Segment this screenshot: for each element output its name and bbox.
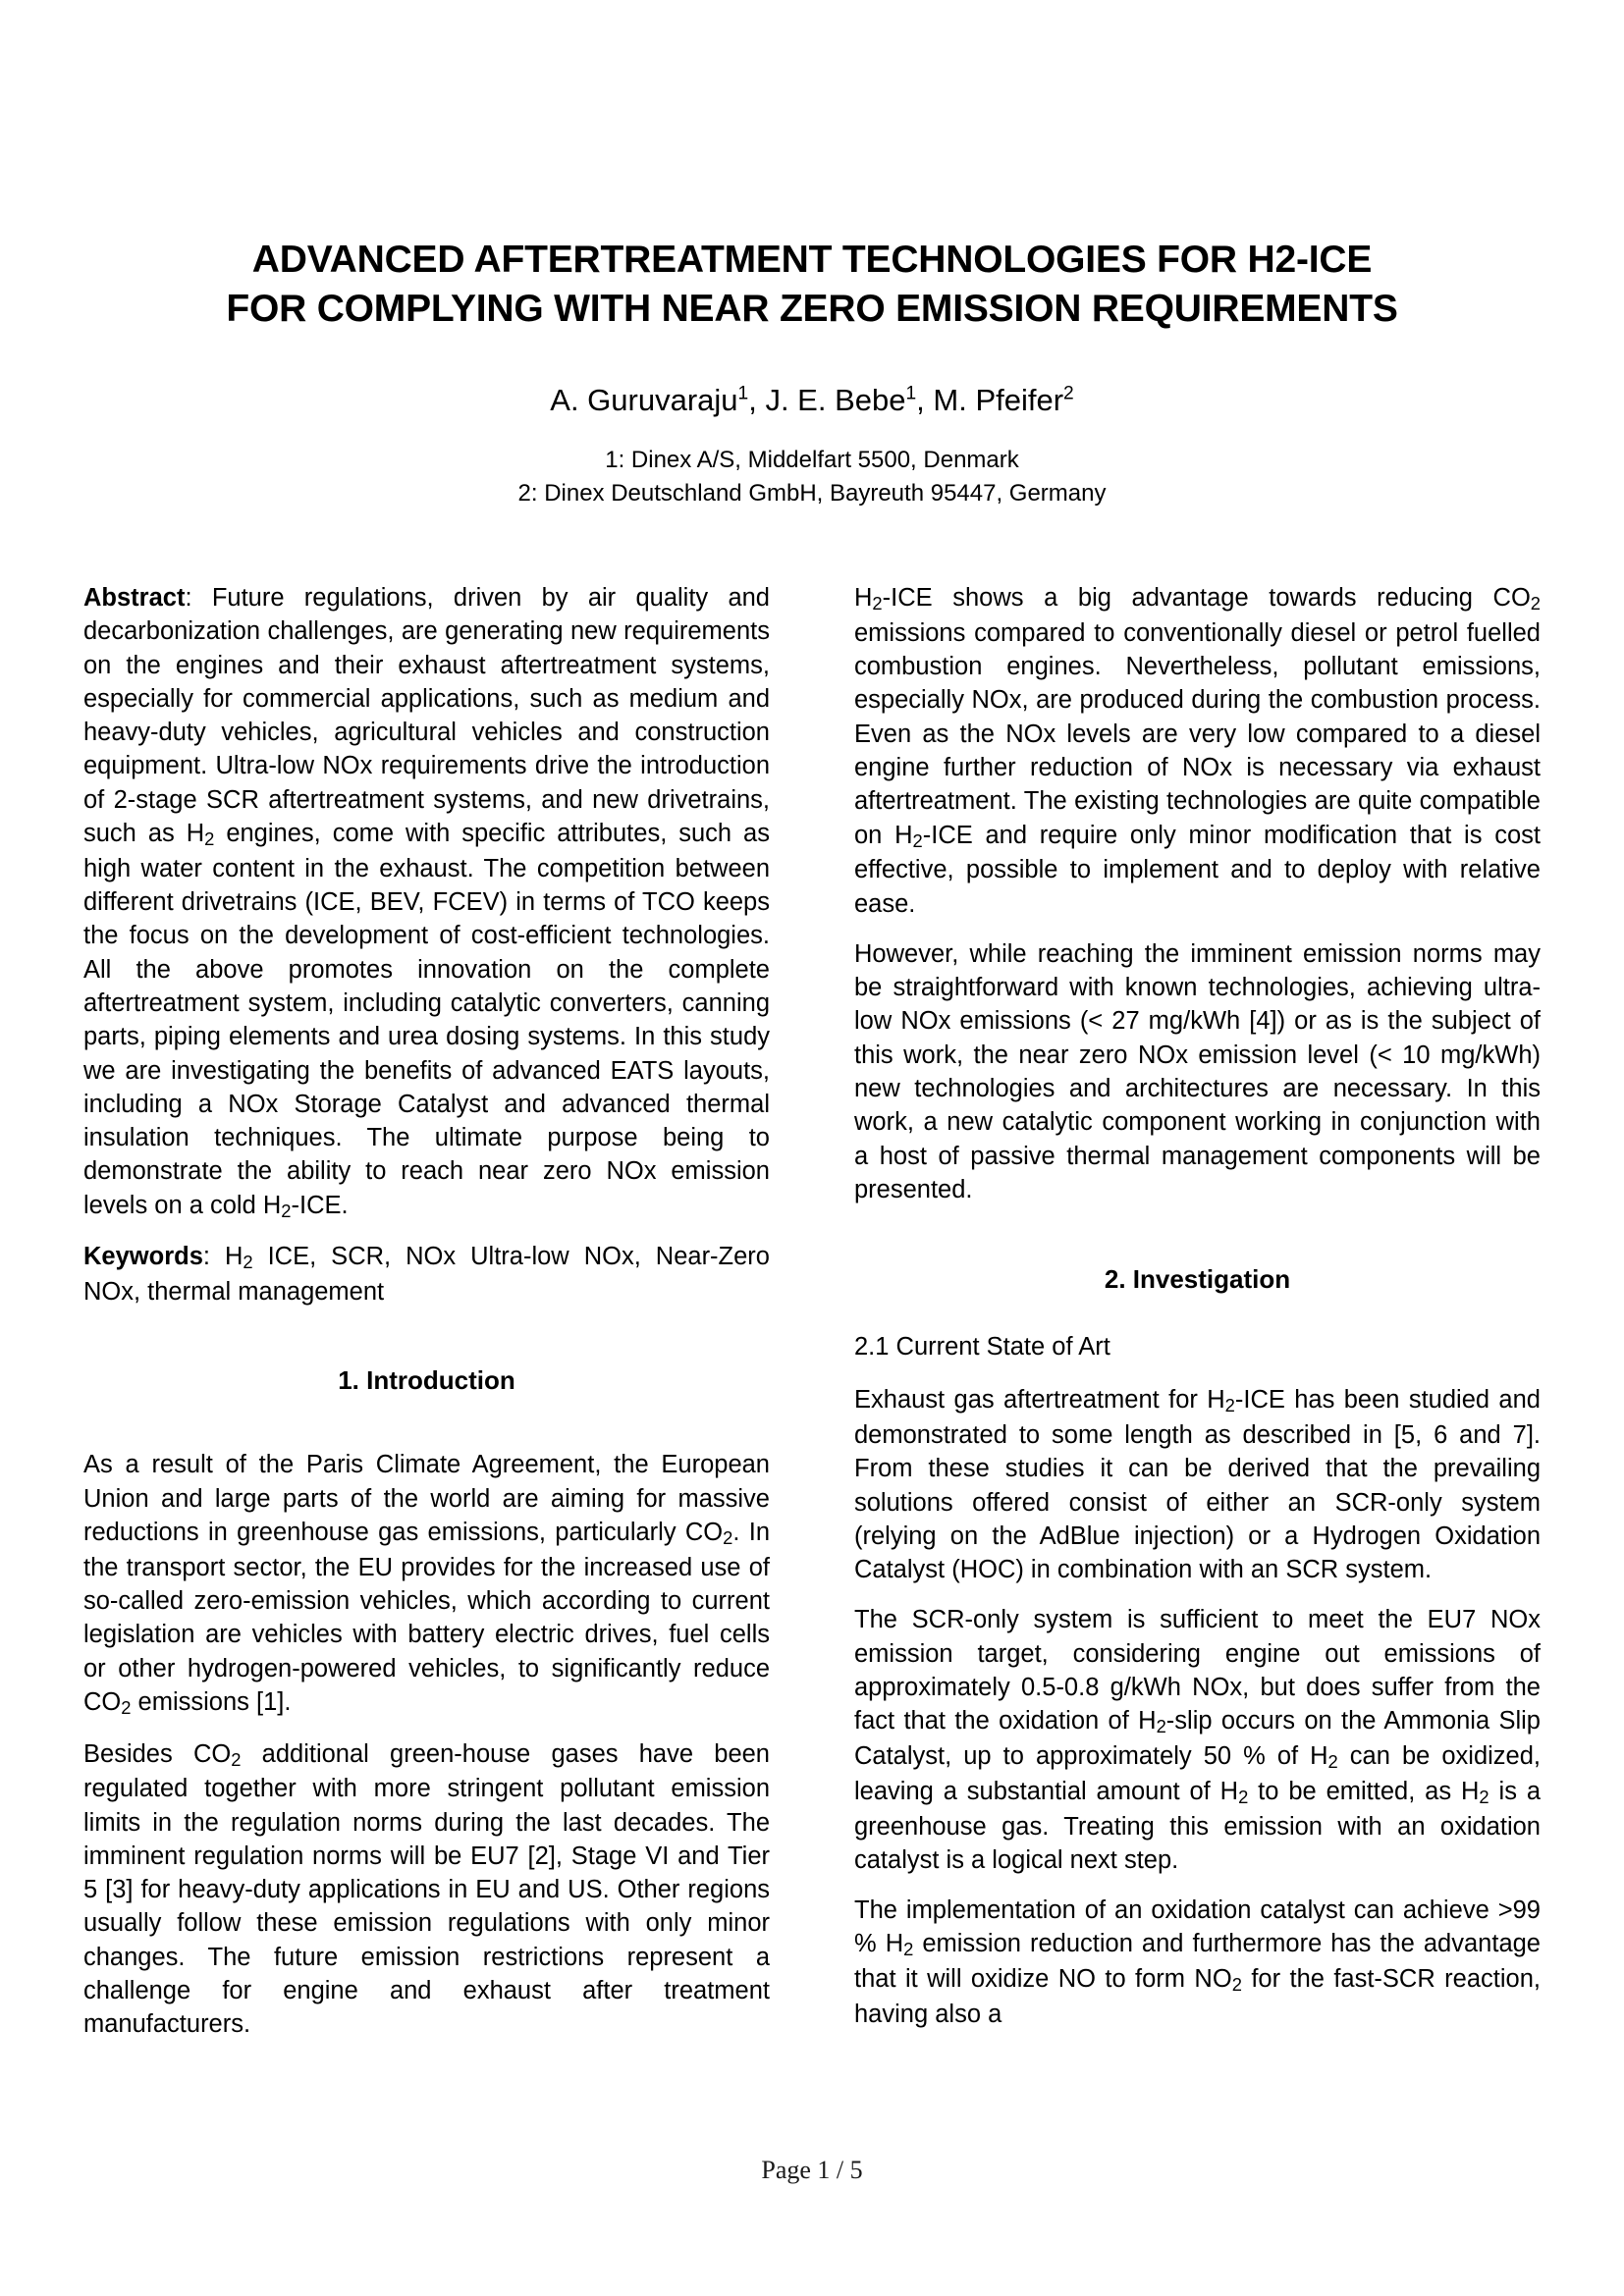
author-list: A. Guruvaraju$^1$, J. E. Bebe$^1$, M. Pfeifer$^2$ [550, 382, 1074, 417]
section-1-heading-wrap [83, 1364, 770, 1398]
right-paragraph-3: Exhaust gas aftertreatment for $H_2$-ICE has been studied and demonstrated to some length as described in [5, 6 and 7]. From these studies it can be derived that the prevailing solutions offered consist of either an SCR-only system (relying on the AdBlue injection) or a Hydrogen Oxidation Catalyst (HOC) in combination with an SCR system. [854, 1386, 1541, 1584]
right-paragraph-2: However, while reaching the imminent emission norms may be straightforward with known technologies, achieving ultra-low NOx emissions (< 27 mg/kWh [4]) or as is the subject of this work, the near zero NOx emission level (< 10 mg/kWh) new technologies and architectures are necessary. In this work, a new catalytic component working in conjunction with a host of passive thermal management components will be presented. [854, 939, 1541, 1203]
affiliation-block [83, 444, 1541, 510]
abstract-label: Abstract [83, 584, 186, 612]
section-2-heading-wrap [854, 1263, 1541, 1297]
abstract-paragraph [83, 581, 770, 1223]
keywords-paragraph [83, 1240, 770, 1308]
section-heading-investigation: 2. Investigation [1104, 1264, 1291, 1295]
left-column [83, 581, 770, 2042]
keywords-body: : $H_2$ ICE, SCR, NOx Ultra-low NOx, Near-Zero NOx, thermal management [83, 1243, 770, 1307]
paper-title-line-2: FOR COMPLYING WITH NEAR ZERO EMISSION REQUIREMENTS [226, 287, 1398, 330]
keywords-label: Keywords [83, 1243, 203, 1271]
right-column [854, 581, 1541, 2042]
introduction-paragraph-2: Besides $CO_2$ additional green-house gases have been regulated together with more stringent pollutant emission limits in the regulation norms during the last decades. The imminent regulation norms will be EU7 [2], Stage VI and Tier 5 [3] for heavy-duty applications in EU and US. Other regions usually follow these emission regulations with only minor changes. The future emission restrictions represent a challenge for engine and exhaust after treatment manufacturers. [83, 1739, 770, 2039]
introduction-paragraph-1: As a result of the Paris Climate Agreement, the European Union and large parts of the world are aiming for massive reductions in greenhouse gas emissions, particularly $CO_2$. In the transport sector, the EU provides for the increased use of so-called zero-emission vehicles, which according to current legislation are vehicles with battery electric drives, fuel cells or other hydrogen-powered vehicles, to significantly reduce $CO_2$ emissions [1]. [83, 1451, 770, 1718]
affiliation-1: 1: Dinex A/S, Middelfart 5500, Denmark [605, 447, 1019, 474]
section-heading-introduction: 1. Introduction [338, 1364, 515, 1395]
abstract-body: : Future regulations, driven by air quality and decarbonization challenges, are generating new requirements on the engines and their exhaust aftertreatment systems, especially for commercial applications, such as medium and heavy-duty vehicles, agricultural vehicles and construction equipment. Ultra-low NOx requirements drive the introduction of 2-stage SCR aftertreatment systems, and new drivetrains, such as $H_2$ engines, come with specific attributes, such as high water content in the exhaust. The competition between different drivetrains (ICE, BEV, FCEV) in terms of TCO keeps the focus on the development of cost-efficient technologies. All the above promotes innovation on the complete aftertreatment system, including catalytic converters, canning parts, piping elements and urea dosing systems. In this study we are investigating the benefits of advanced EATS layouts, including a NOx Storage Catalyst and advanced thermal insulation techniques. The ultimate purpose being to demonstrate the ability to reach near zero NOx emission levels on a cold $H_2$-ICE. [83, 584, 770, 1221]
paper-title-line-1: ADVANCED AFTERTREATMENT TECHNOLOGIES FOR H2-ICE [251, 239, 1373, 281]
page-number-label: Page 1 / 5 [761, 2156, 863, 2184]
page-footer [0, 2156, 1624, 2185]
right-paragraph-1: $H_2$-ICE shows a big advantage towards reducing $CO_2$ emissions compared to conventionally diesel or petrol fuelled combustion engines. Nevertheless, pollutant emissions, especially NOx, are produced during the combustion process. Even as the NOx levels are very low compared to a diesel engine further reduction of NOx is necessary via exhaust aftertreatment. The existing technologies are quite compatible on $H_2$-ICE and require only minor modification that is cost effective, possible to implement and to deploy with relative ease. [854, 584, 1541, 918]
page-title [83, 236, 1541, 334]
affiliation-2: 2: Dinex Deutschland GmbH, Bayreuth 95447, Germany [517, 480, 1107, 507]
right-paragraph-4: The SCR-only system is sufficient to meet the EU7 NOx emission target, considering engine out emissions of approximately 0.5-0.8 g/kWh NOx, but does suffer from the fact that the oxidation of $H_2$-slip occurs on the Ammonia Slip Catalyst, up to approximately 50 % of $H_2$ can be oxidized, leaving a substantial amount of $H_2$ to be emitted, as $H_2$ is a greenhouse gas. Treating this emission with an oxidation catalyst is a logical next step. [854, 1606, 1542, 1874]
right-paragraph-5: The implementation of an oxidation catalyst can achieve >99 % $H_2$ emission reduction and furthermore has the advantage that it will oxidize NO to form $NO_2$ for the fast-SCR reaction, having also a [854, 1896, 1541, 2028]
body-columns [83, 581, 1541, 2042]
subsection-heading-current-state-of-art: 2.1 Current State of Art [854, 1332, 1110, 1361]
title-block [83, 236, 1541, 510]
